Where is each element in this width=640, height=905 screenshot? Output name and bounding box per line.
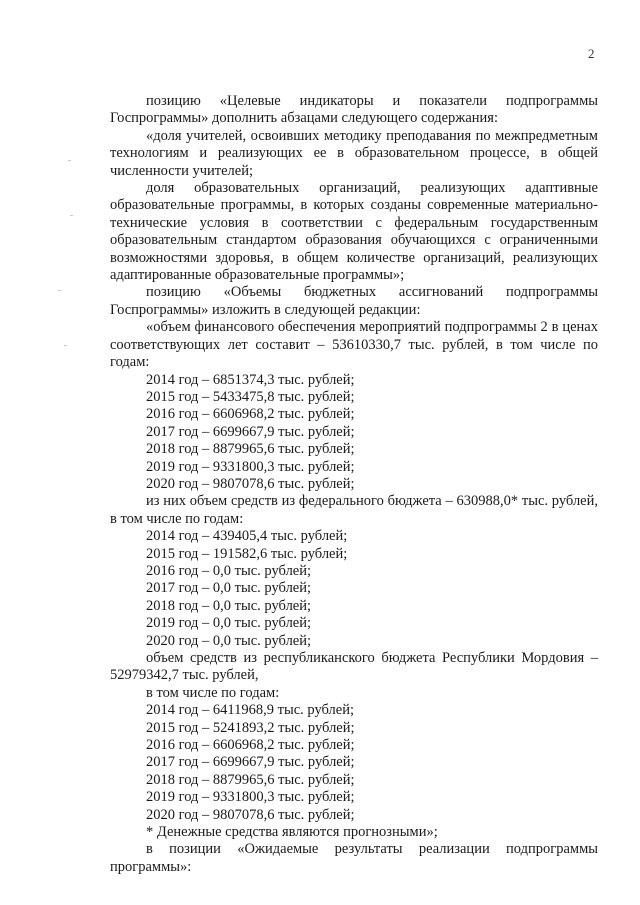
list-item: 2017 год – 0,0 тыс. рублей; xyxy=(146,580,312,597)
list-item: 2015 год – 191582,6 тыс. рублей; xyxy=(146,545,348,562)
list-item: 2020 год – 9807078,6 тыс. рублей; xyxy=(146,806,355,823)
paragraph-total-funding: «объем финансового обеспечения мероприятий подпрограммы 2 в ценах соответствующих лет составит – 53610330,7 тыс. рублей, в том числе по годам: xyxy=(110,319,598,371)
republic-by-years-label: в том числе по годам: xyxy=(146,684,280,701)
scan-artifact xyxy=(58,290,61,291)
list-item: 2019 год – 0,0 тыс. рублей; xyxy=(146,615,312,632)
list-item: 2020 год – 0,0 тыс. рублей; xyxy=(146,632,312,649)
list-item: 2019 год – 9331800,3 тыс. рублей; xyxy=(146,789,355,806)
page-number: 2 xyxy=(588,46,595,61)
paragraph-republic-funding: объем средств из республиканского бюджета Республики Мордовия – 52979342,7 тыс. рублей, xyxy=(110,650,598,684)
list-item: 2018 год – 8879965,6 тыс. рублей; xyxy=(146,771,355,788)
scan-artifact xyxy=(68,160,71,161)
paragraph-teachers-share: «доля учителей, освоивших методику преподавания по межпредметным технологиям и реализующих ее в образовательном процессе, в общей численности учителей; xyxy=(110,127,598,179)
list-item: 2019 год – 9331800,3 тыс. рублей; xyxy=(146,458,355,475)
list-item: 2018 год – 0,0 тыс. рублей; xyxy=(146,597,312,614)
list-item: 2015 год – 5241893,2 тыс. рублей; xyxy=(146,719,355,736)
list-item: 2016 год – 6606968,2 тыс. рублей; xyxy=(146,737,355,754)
list-item: 2016 год – 0,0 тыс. рублей; xyxy=(146,562,312,579)
paragraph-expected-results: в позиции «Ожидаемые результаты реализации подпрограммы программы»: xyxy=(110,841,598,875)
list-item: 2018 год – 8879965,6 тыс. рублей; xyxy=(146,441,355,458)
footnote: * Денежные средства являются прогнозными»; xyxy=(146,824,438,841)
republic-funding-by-year-list xyxy=(110,702,598,824)
list-item: 2014 год – 6851374,3 тыс. рублей; xyxy=(146,371,355,388)
paragraph-federal-funding: из них объем средств из федерального бюджета – 630988,0* тыс. рублей, в том числе по годам: xyxy=(110,493,598,527)
list-item: 2017 год – 6699667,9 тыс. рублей; xyxy=(146,423,355,440)
list-item: 2020 год – 9807078,6 тыс. рублей; xyxy=(146,475,355,492)
list-item: 2014 год – 439405,4 тыс. рублей; xyxy=(146,528,348,545)
paragraph-organizations-share: доля образовательных организаций, реализующих адаптивные образовательные программы, в которых созданы современные материально-технические условия в соответствии с федеральным государственным образовательным стандартом образования обучающихся с ограниченными возможностями здоровья, в общем количестве организаций, реализующих адаптированные образовательные программы»; xyxy=(110,180,598,284)
list-item: 2017 год – 6699667,9 тыс. рублей; xyxy=(146,754,355,771)
paragraph-budget-position: позицию «Объемы бюджетных ассигнований подпрограммы Госпрограммы» изложить в следующей редакции: xyxy=(110,284,598,318)
document-body xyxy=(110,93,598,876)
list-item: 2016 год – 6606968,2 тыс. рублей; xyxy=(146,406,355,423)
scan-artifact xyxy=(70,215,73,216)
paragraph-target-indicators: позицию «Целевые индикаторы и показатели подпрограммы Госпрограммы» дополнить абзацами следующего содержания: xyxy=(110,93,598,127)
total-funding-by-year-list xyxy=(110,372,598,494)
scan-artifact xyxy=(64,345,67,346)
list-item: 2015 год – 5433475,8 тыс. рублей; xyxy=(146,388,355,405)
federal-funding-by-year-list xyxy=(110,528,598,650)
list-item: 2014 год – 6411968,9 тыс. рублей; xyxy=(146,702,354,719)
